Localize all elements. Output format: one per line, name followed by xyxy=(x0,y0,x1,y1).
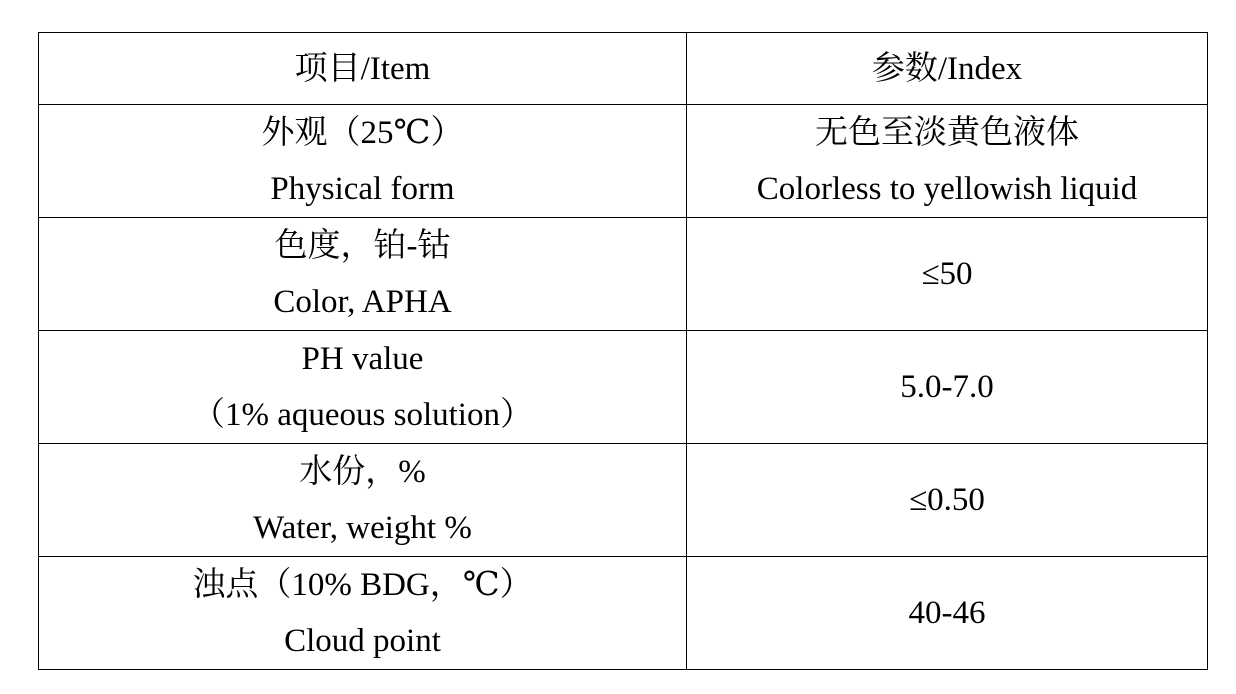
value: 40-46 xyxy=(908,595,986,631)
value: ≤0.50 xyxy=(909,482,985,518)
value-cell xyxy=(687,105,1208,218)
item-name-cn: PH value xyxy=(301,341,424,377)
table-row xyxy=(39,218,1208,331)
item-cell xyxy=(39,444,687,557)
table-row xyxy=(39,444,1208,557)
value-cell xyxy=(687,557,1208,670)
value-cell xyxy=(687,444,1208,557)
item-name-en: Color, APHA xyxy=(273,284,452,320)
table-row xyxy=(39,331,1208,444)
value-cell xyxy=(687,331,1208,444)
value-cell xyxy=(687,218,1208,331)
value: ≤50 xyxy=(921,256,973,292)
table-row xyxy=(39,557,1208,670)
value-cn: 无色至淡黄色液体 xyxy=(815,115,1079,151)
item-name-en: Physical form xyxy=(270,171,455,207)
item-cell xyxy=(39,218,687,331)
spec-table xyxy=(38,32,1208,670)
table-row xyxy=(39,105,1208,218)
item-name-cn: 色度，铂-钴 xyxy=(274,228,451,264)
value-en: Colorless to yellowish liquid xyxy=(756,171,1138,207)
value: 5.0-7.0 xyxy=(900,369,994,405)
item-cell xyxy=(39,331,687,444)
item-name-cn: 浊点（10% BDG，℃） xyxy=(192,567,533,603)
item-name-en: （1% aqueous solution） xyxy=(192,397,533,433)
header-index: 参数/Index xyxy=(687,33,1208,105)
table-header-row xyxy=(39,33,1208,105)
item-name-cn: 外观（25℃） xyxy=(261,115,464,151)
item-name-cn: 水份，% xyxy=(299,454,426,490)
header-item: 项目/Item xyxy=(39,33,687,105)
item-cell xyxy=(39,105,687,218)
item-name-en: Cloud point xyxy=(284,623,441,659)
item-name-en: Water, weight % xyxy=(253,510,472,546)
item-cell xyxy=(39,557,687,670)
